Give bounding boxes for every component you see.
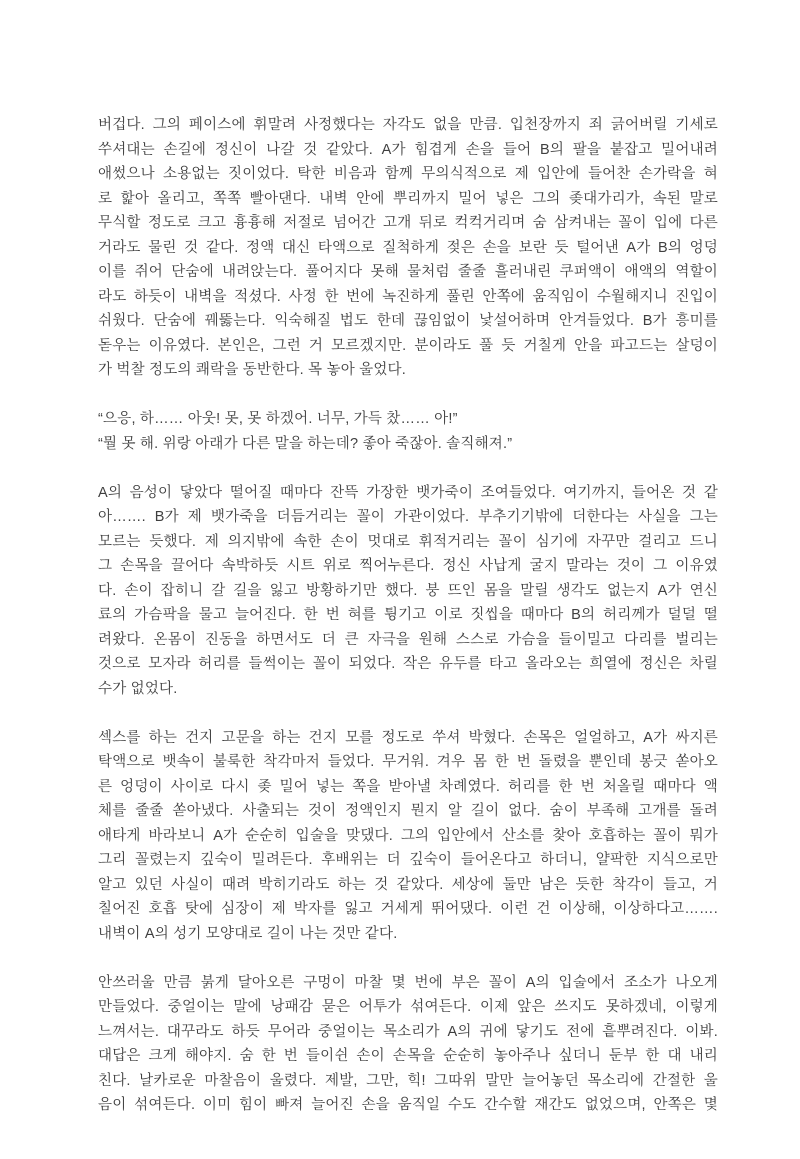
text-line: 그 손목을 끌어다 속박하듯 시트 위로 찍어누른다. 정신 사납게 굴지 말라는 것이 그 이유였: [98, 558, 718, 574]
text-line: 로 핥아 올리고, 쪽쪽 빨아댄다. 내벽 안에 뿌리까지 밀어 넣은 그의 좆대가리가, 속된 말로: [98, 190, 718, 207]
text-line: 른 엉덩이 사이로 다시 좆 밀어 넣는 쪽을 받아낼 차례였다. 허리를 한 번 처올릴 때마다 액: [98, 778, 718, 795]
text-line: 대답은 크게 해야지. 숨 한 번 들이쉰 손이 손목을 순순히 놓아주나 싶더니 둔부 한 대 내리: [98, 1048, 718, 1064]
text-line: 탁액으로 뱃속이 불룩한 착각마저 들었다. 무거워. 겨우 몸 한 번 돌렸을 뿐인데 봉긋 쏟아오: [98, 754, 718, 770]
text-line: 애썼으나 소용없는 짓이었다. 탁한 비음과 함께 무의식적으로 제 입안에 들어찬 손가락을 혀: [98, 166, 718, 182]
text-line: 음이 섞여든다. 이미 힘이 빠져 늘어진 손을 움직일 수도 간수할 재간도 없었으며, 안쪽은 몇: [98, 1097, 718, 1113]
text-line: 료의 가슴팍을 물고 늘어진다. 한 번 혀를 튕기고 이로 짓씹을 때마다 B의 허리께가 덜덜 떨: [98, 607, 718, 623]
paragraph-2-dialogue: [98, 407, 718, 456]
text-line: 버겁다. 그의 페이스에 휘말려 사정했다는 자각도 없을 만큼. 입천장까지 죄 긁어버릴 기세로: [98, 117, 718, 133]
text-line: “으응, 하…… 아웃! 못, 못 하겠어. 너무, 가득 찼…… 아!”: [98, 411, 458, 427]
text-line: 알고 있던 사실이 때려 박히기라도 하는 것 같았다. 세상에 둘만 남은 듯한 착각이 들고, 거: [98, 876, 718, 893]
text-line: 다. 손이 잡히니 갈 길을 잃고 방황하기만 했다. 붕 뜨인 몸을 말릴 생각도 없는지 A가 연신: [98, 582, 718, 599]
text-line: 쑤셔대는 손길에 정신이 나갈 것 같았다. A가 힘겹게 손을 들어 B의 팔을 붙잡고 밀어내려: [98, 141, 718, 158]
paragraph-1: [98, 113, 718, 383]
text-line: 만들었다. 중얼이는 말에 낭패감 묻은 어투가 섞여든다. 이제 앞은 쓰지도 못하겠네, 이렇게: [98, 999, 718, 1015]
text-line: 체를 줄줄 쏟아냈다. 사출되는 것이 정액인지 뭔지 알 길이 없다. 숨이 부족해 고개를 돌려: [98, 803, 718, 819]
text-line: 그리 꼴렸는지 깊숙이 밀려든다. 후배위는 더 깊숙이 들어온다고 하더니, 얄팍한 지식으로만: [98, 852, 718, 868]
text-line: 내벽이 A의 성기 모양대로 길이 나는 것만 같다.: [98, 925, 398, 942]
text-line: 느껴서는. 대꾸라도 하듯 무어라 중얼이는 목소리가 A의 귀에 닿기도 전에 흩뿌려진다. 이봐.: [98, 1023, 718, 1040]
text-line: 안쓰러울 만큼 붉게 달아오른 구멍이 마찰 몇 번에 부은 꼴이 A의 입술에서 조소가 나오게: [98, 974, 718, 991]
text-line: 거라도 물린 것 같다. 정액 대신 타액으로 질척하게 젖은 손을 보란 듯 털어낸 A가 B의 엉덩: [98, 239, 718, 256]
page-text: [98, 113, 718, 1142]
text-line: 려왔다. 온몸이 진동을 하면서도 더 큰 자극을 원해 스스로 가슴을 들이밀고 다리를 벌리는: [98, 631, 718, 648]
paragraph-5: [98, 971, 718, 1118]
text-line: 모르는 듯했다. 제 의지밖에 속한 손이 멋대로 휘적거리는 꼴이 심기에 자꾸만 걸리고 드니: [98, 533, 718, 550]
text-line: 애타게 바라보니 A가 순순히 입술을 맞댔다. 그의 입안에서 산소를 찾아 호흡하는 꼴이 뭐가: [98, 827, 718, 844]
paragraph-4: [98, 726, 718, 947]
text-line: 쉬웠다. 단숨에 꿰뚫는다. 익숙해질 법도 한데 끊임없이 낯설어하며 안겨들었다. B가 흥미를: [98, 313, 718, 329]
text-line: 아……. B가 제 뱃가죽을 더듬거리는 꼴이 가관이었다. 부추기기밖에 더한다는 사실을 그는: [98, 509, 718, 525]
text-line: 친다. 날카로운 마찰음이 울렸다. 제발, 그만, 힉! 그따위 말만 늘어놓던 목소리에 간절한 울: [98, 1072, 718, 1089]
text-line: 칠어진 호흡 탓에 심장이 제 박자를 잃고 거세게 뛰어댔다. 이런 건 이상해, 이상하다고…….: [98, 901, 718, 917]
text-line: 라도 하듯이 내벽을 적셨다. 사정 한 번에 녹진하게 풀린 안쪽에 움직임이 수월해지니 진입이: [98, 288, 718, 305]
text-line: “뭘 못 해. 위랑 아래가 다른 말을 하는데? 좋아 죽잖아. 솔직해져.”: [98, 435, 513, 452]
text-line: 이를 쥐어 단숨에 내려앉는다. 풀어지다 못해 물처럼 줄줄 흘러내린 쿠퍼액이 애액의 역할이: [98, 264, 718, 280]
text-line: 것으로 모자라 허리를 들썩이는 꼴이 되었다. 작은 유두를 타고 올라오는 희열에 정신은 차릴: [98, 656, 718, 672]
text-line: A의 음성이 닿았다 떨어질 때마다 잔뜩 가장한 뱃가죽이 조여들었다. 여기까지, 들어온 것 같: [98, 484, 718, 501]
text-line: 돋우는 이유였다. 본인은, 그런 거 모르겠지만. 분이라도 풀 듯 거칠게 안을 파고드는 살덩이: [98, 337, 718, 354]
text-line: 무식할 정도로 크고 흉흉해 저절로 넘어간 고개 뒤로 컥컥거리며 숨 삼켜내는 꼴이 입에 다른: [98, 215, 718, 231]
text-line: 가 벅찰 정도의 쾌락을 동반한다. 목 놓아 울었다.: [98, 362, 406, 378]
paragraph-3: [98, 481, 718, 702]
text-line: 수가 없었다.: [98, 680, 178, 697]
text-line: 섹스를 하는 건지 고문을 하는 건지 모를 정도로 쑤셔 박혔다. 손목은 얼얼하고, A가 싸지른: [98, 729, 718, 746]
